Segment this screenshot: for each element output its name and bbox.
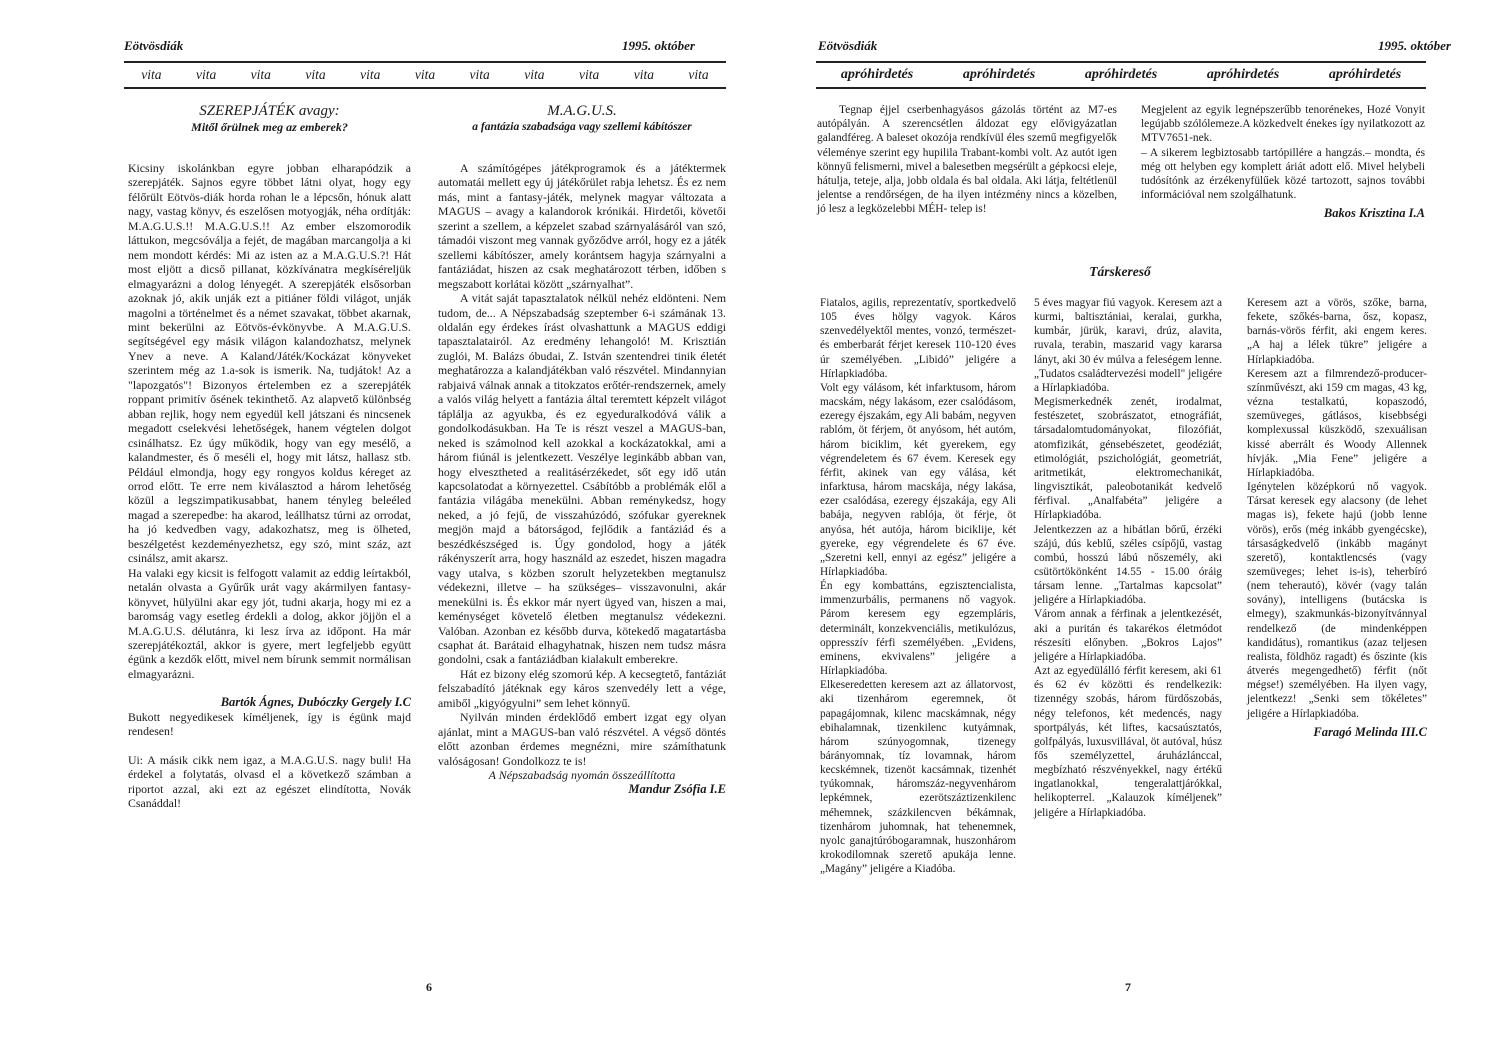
section-label: apróhirdetés [840,67,914,82]
news-signature: Bakos Krisztina I.A [1323,206,1425,221]
article-credit: A Népszabadság nyomán összeállította [488,768,676,783]
section-label: apróhirdetés [1206,67,1280,82]
section-label: vita [414,67,436,82]
article-magus [438,102,726,797]
section-banner-aprohirdetes [816,61,1426,89]
personal-ad: 5 éves magyar fiú vagyok. Keresem azt a kurmi, baltisztániai, keralai, gurkha, kumbár, jürük, karavi, drúz, alavita, ruvala, terabin, maszarid vagy kararsa lányt, aki 30 év múlva a feleségem lenne. „Tudatos családtervezési modell" jeligére a Hírlapkiadóba. [1034,297,1222,394]
section-label: vita [578,67,600,82]
article-signature: Mandur Zsófia I.E [628,782,726,797]
personals-column-1 [820,296,1016,876]
personal-ad: Keresem azt a vörös, szőke, barna, fekete, szőkés-barna, ősz, kopasz, barnás-vörös férfit, aki engem keres. „A haj a lélek tükre” jeligére a Hírlapkiadóba. [1247,297,1427,366]
section-label: vita [250,67,271,82]
publication-title: Eötvösdiák [818,38,878,53]
issue-date: 1995. október [1378,38,1451,53]
section-label: apróhirdetés [962,67,1036,82]
article-subtitle: a fantázia szabadsága vagy szellemi kábítószer [472,121,692,133]
personal-ad: Azt az egyedülálló férfit keresem, aki 61 és 62 év közötti és rendelkezik: tizennégy szobás, három fürdőszobás, négy telefonos, két medencés, nagy sportpályás, két liftes, kacsaúsztatós, golfpályás, luxusvillával, öt autóval, húsz fős személyzettel, áruházlánccal, megbízható részvényekkel, nagy értékű ingatlanokkal, tengeralattjárókkal, helikopterrel. „Kalauzok kíméljenek” jeligére a Hírlapkiadóba. [1034,665,1222,819]
section-label: vita [633,67,654,82]
section-label: vita [195,67,217,82]
article-signature: Bartók Ágnes, Dubóczky Gergely I.C [220,695,411,710]
article-postscript: Bukott negyedikesek kíméljenek, így is égünk majd rendesen! [128,709,411,739]
article-paragraph: Hát ez bizony elég szomorú kép. A kecsegtető, fantáziát felszabadító játéknak egy káros szenvedély lett a vége, amiből „kigyógyulni” sem lehet könnyű. [438,666,726,710]
news-text: – A sikerem legbiztosabb tartópillére a hangzás.– mondta, és még ott helyben egy komplett áriát adott elő. Mivel helybeli tudósítónk az érzékenyfülűek közé tartozott, sajnos további információval nem szolgálhatunk. [1141,146,1425,202]
article-paragraph: Ha valaki egy kicsit is felfogott valamit az eddig leírtakból, netalán olvasta a Gyűrűk urát vagy akármilyen fantasy-könyvet, hülyülni akar egy jót, tudni akarja, hogy mi ez a baromság vagy esetleg érdekli a dolog, akkor jöjjön el a M.A.G.U.S. délutánra, ki lesz írva az időpont. Ha már szerepjátékoztál, akkor is gyere, mert legfeljebb együtt égünk a kezdők előtt, mivel nem bírunk semmit normálisan elmagyarázni. [128,565,411,681]
article-paragraph: A számítógépes játékprogramok és a játéktermek automatái mellett egy új játékőrület rabja lehetsz. És ez nem más, mint a fantasy-játék, melynek magyar változata a MAGUS – avagy a kalandorok krónikái. Hirdetői, követői szerint a szellem, a képzelet szabad szárnyalásáról van szó, támadói viszont meg vannak győződve arról, hogy ez a játék szellemi kábítószer, amely korántsem hagyja szárnyalni a fantáziádat, hiszen az csak meghatározott térben, időben s megszabott korlátai között „szárnyalhat”. [438,161,726,291]
page-number: 7 [1125,980,1131,994]
article-szerepjatek [128,102,411,810]
section-label: apróhirdetés [1084,67,1158,82]
publication-title: Eötvösdiák [124,38,184,53]
section-label: vita [305,67,326,82]
article-paragraph: Kicsiny iskolánkban egyre jobban elharapódzik a szerepjáték. Sajnos egyre többet látni olyat, hogy egy félőrült Eötvös-diák horda rohan le a lépcsőn, hónuk alatt nagy, vastag könyv, és eszelősen motyogják, néha ordítják: M.A.G.U.S.!! M.A.G.U.S.!! Az ember elszomorodik láttukon, megcsóválja a fejét, de magában marcangolja a ki nem mondott kérdés: Mi az isten az a M.A.G.U.S.?! Hát most eljött a dicső pillanat, közkívánatra megkíséreljük elmagyarázni a dolog lényegét. A szerepjáték elsősorban azoknak jó, akik unják ezt a pitiáner földi világot, unják magolni a történelmet és a német szavakat, többet akarnak, mint bekerülni az Eötvös-évkönyvbe. A M.A.G.U.S. segítségével egy másik világon kalandozhatsz, melynek Ynev a neve. A Kaland/Játék/Kockázat könyveket szerintem még az 1.a-sok is ismerik. Na, tudjátok! Az a "lapozgatós"! Bizonyos értelemben ez a szerepjáték roppant primitív ősének tekinthető. Az alapvető különbség abban rejlik, hogy nem egyedül kell játszani és nincsenek megadott cselekvési lehetőségek, hanem végtelen dolgot csinálhatsz. Ez úgy működik, hogy van egy mesélő, a kalandmester, és ő meséli el, hogy mit látsz, hallasz stb. Például elmondja, hogy egy rongyos koldus kéreget az orrod előtt. Te erre nem kiválasztod a három lehetőség közül a legszimpatikusabbat, hanem tényleg beleéled magad a szerepedbe: ha akarod, leállhatsz túrni az orrodat, ha jó kedvedben vagy, adakozhatsz, meg is ölheted, beszélgetést kezdeményezhetsz, egy szó, mint száz, azt csinálsz, amit akarsz. [128,161,411,566]
news-item-accident [817,103,1117,217]
personal-ad: Fiatalos, agilis, reprezentatív, sportkedvelő 105 éves hölgy vagyok. Káros szenvedélyektől mentes, vonzó, természet- és emberbarát férjet keresek 110-120 éves úr személyében. „Libidó” jeligére a Hírlapkiadóba. [820,297,1016,380]
article-paragraph: A vitát saját tapasztalatok nélkül nehéz eldönteni. Nem tudom, de... A Népszabadság szeptember 6-i számának 13. oldalán egy érdekes írást olvashattunk a MAGUS eddigi tapasztalatairól. Az eredmény lehangoló! M. Krisztián zuglói, M. Balázs óbudai, Z. István szentendrei tinik életét meghatározza a kalandjátékban való részvétel. Mindannyian rabjaivá válnak annak a titokzatos erőtér-rendszernek, amely a valós világ helyett a fantázia által teremtett képzelt világot táplálja az agyukba, és ez egyeduralkodóvá válik a gondolkodásukban. Ha Te is részt veszel a MAGUS-ban, neked is számolnod kell azokkal a kockázatokkal, ami a három fiúnál is jelentkezett. Veszélye leginkább abban van, hogy elvesztheted a realitásérzékedet, sőt egy idő után kapcsolatodat a környezettel. Csábítóbb a problémák elől a fantázia világába menekülni. Abban reménykedsz, hogy neked, a jó fejű, de visszahúzódó, szófukar gyereknek megjön majd a bátorságod, fejlődik a fantáziád és a beszédkészséged is. Úgy gondolod, hogy a játék rákényszerít arra, hogy használd az eszedet, hiszen magadra vagy utalva, s közben szorult helyzetekben megtanulsz védekezni, illetve – ha szükséges– visszavonulni, akár menekülni is. És ekkor már nyert ügyed van, hiszen a mai, keménységet követelő életben megtanulsz védekezni. Valóban. Azonban ez később durva, kötekedő magatartásba csaphat át. Barátaid elhagyhatnak, hiszen nem tudsz másra gondolni, csak a fantáziádban kialakult emberekre. [438,291,726,667]
section-label: apróhirdetés [1328,67,1402,82]
section-banner-vita [124,61,726,89]
personal-ad: Én egy kombattáns, egzisztencialista, immenzurbális, permanens nő vagyok. Párom keresem egy egzempláris, determinált, konzekvenciális, metikulózus, oppresszív férfi személyében. „Evidens, eminens, ekvivalens” jeligére a Hírlapkiadóba. [820,580,1016,678]
news-text: Tegnap éjjel cserbenhagyásos gázolás történt az M7-es autópályán. A szerencsétlen áldozat egy elővigyázatlan galandféreg. A baleset okozója rendkívül éles szemű megfigyelők véleménye szerint egy hupilila Trabant-kombi volt. Az autót igen könnyű felismerni, mivel a balesetben megsérült a gépkocsi eleje, hátulja, teteje, alja, jobb oldala és bal oldala. Aki látja, feltétlenül jelentse a rendőrségen, de ha ilyen intézmény nincs a közelben, jó lesz a legközelebbi MÉH- telep is! [817,104,1117,216]
article-ui-note: Ui: A másik cikk nem igaz, a M.A.G.U.S. nagy buli! Ha érdekel a folytatás, olvasd el a következő számban a riportot azzal, aki ezt az egészet elindította, Novák Csanáddal! [128,752,411,811]
section-label: vita [141,67,162,82]
section-label: vita [469,67,490,82]
section-label: vita [524,67,545,82]
news-text: Megjelent az egyik legnépszerűbb tenorénekes, Hozé Vonyit legújabb szólólemeze.A közkedvelt énekes így nyilatkozott az MTV7651-nek. [1141,104,1425,145]
personals-column-2 [1034,296,1222,820]
article-title: SZEREPJÁTÉK avagy: [199,103,340,119]
personals-column-3 [1247,296,1427,739]
article-subtitle: Mitől őrülnek meg az emberek? [191,120,348,134]
page-right [745,0,1489,1050]
personals-title: Társkereső [1089,264,1151,279]
personal-ad: Megismerkednék zenét, irodalmat, festészetet, szobrászatot, etnográfiát, társadalomtudományokat, filozófiát, atomfizikát, génsebészetet, geodéziát, etimológiát, pszichológiát, geometriát, aritmetikát, elektromechanikát, lingvisztikát, paleobotanikát kedvelő férfival. „Analfabéta” jeligére a Hírlapkiadóba. [1034,396,1222,522]
section-label: vita [688,67,709,82]
personal-ad: Jelentkezzen az a hibátlan bőrű, érzéki szájú, dús keblű, széles csípőjű, vastag combú, hosszú lábú nőszemély, aki csütörtökönként 14.55 - 15.00 óráig társam lenne. „Tartalmas kapcsolat” jeligére a Hírlapkiadóba. [1034,523,1222,607]
issue-date: 1995. október [622,38,695,53]
news-item-tenor [1141,103,1425,221]
personal-ad: Elkeseredetten keresem azt az állatorvost, aki tizenhárom egeremnek, öt papagájomnak, kilenc macskámnak, négy ebihalamnak, tizenkilenc kutyámnak, három szúnyogomnak, tizenegy bárányomnak, tíz lovamnak, három kecskémnek, tizenöt kacsámnak, tizenhét tyúkomnak, háromszáz-negyvenhárom lepkémnek, ezerötszáztizenkilenc méhemnek, százkilencven békámnak, tizenhárom juhomnak, hat tehenemnek, nyolc ganajtúróbogaramnak, huszonhárom krokodilomnak szerető apukája lenne. „Magány” jeligére a Kiadóba. [820,679,1016,876]
personal-ad: Várom annak a férfinak a jelentkezését, aki a puritán és takarékos életmódot részesíti előnyben. „Bokros Lajos” jeligére a Hírlapkiadóba. [1034,608,1222,663]
section-label: vita [360,67,381,82]
article-paragraph: Nyilván minden érdeklődő embert izgat egy olyan ajánlat, mint a MAGUS-ban való részvétel. A végső döntés előtt azonban érdemes megnézni, mire számíthatunk valóságosan! Gondolkozz te is! [438,710,726,768]
page-number: 6 [426,980,432,994]
personal-ad: Keresem azt a filmrendező-producer-színművészt, aki 159 cm magas, 43 kg, vézna testalkatú, kopaszodó, szemüveges, gátlásos, kisebbségi komplexussal küszködő, szexuálisan kissé aberrált és Woody Allennek hívják. „Mia Fene” jeligére a Hírlapkiadóba. [1247,367,1427,479]
article-title: M.A.G.U.S. [547,103,617,119]
personal-ad: Igénytelen középkorú nő vagyok. Társat keresek egy alacsony (de lehet magas is), fekete hajú (jobb lenne vörös), erős (még inkább gyengécske), társaságkedvelő (inkább magányt szerető), kontaktlencsés (vagy szemüveges; lehet is-is), teherbíró (nem teherautó), kövér (vagy talán sovány), intelligens (butácska is elmegy), szakmunkás-bizonyítvánnyal rendelkező (de mindenképpen kandidátus), romantikus (azaz teljesen realista, földhöz ragadt) és őszinte (kis átverés megengedhető) férfit (nőt mégse!) személyében. Ha ilyen vagy, jelentkezz! „Senki sem tökéletes” jeligére a Hírlapkiadóba. [1247,481,1427,720]
personals-signature: Faragó Melinda III.C [1313,724,1427,739]
personal-ad: Volt egy válásom, két infarktusom, három macskám, négy lakásom, ezer csalódásom, ezeregy éjszakám, egy Ali babám, negyven rablóm, öt férjem, öt anyósom, hét autóm, három biciklim, két gyerekem, egy végrendeletem és 67 évem. Keresek egy férfit, akinek van egy válása, két infarktusa, három macskája, négy lakása, ezer csalódása, ezeregy éjszakája, egy Ali babája, negyven rablója, öt férje, öt anyósa, hét autója, három biciklije, két gyereke, egy végrendelete és 67 éve. „Szeretni kell, ennyi az egész” jeligére a Hírlapkiadóba. [820,381,1016,578]
